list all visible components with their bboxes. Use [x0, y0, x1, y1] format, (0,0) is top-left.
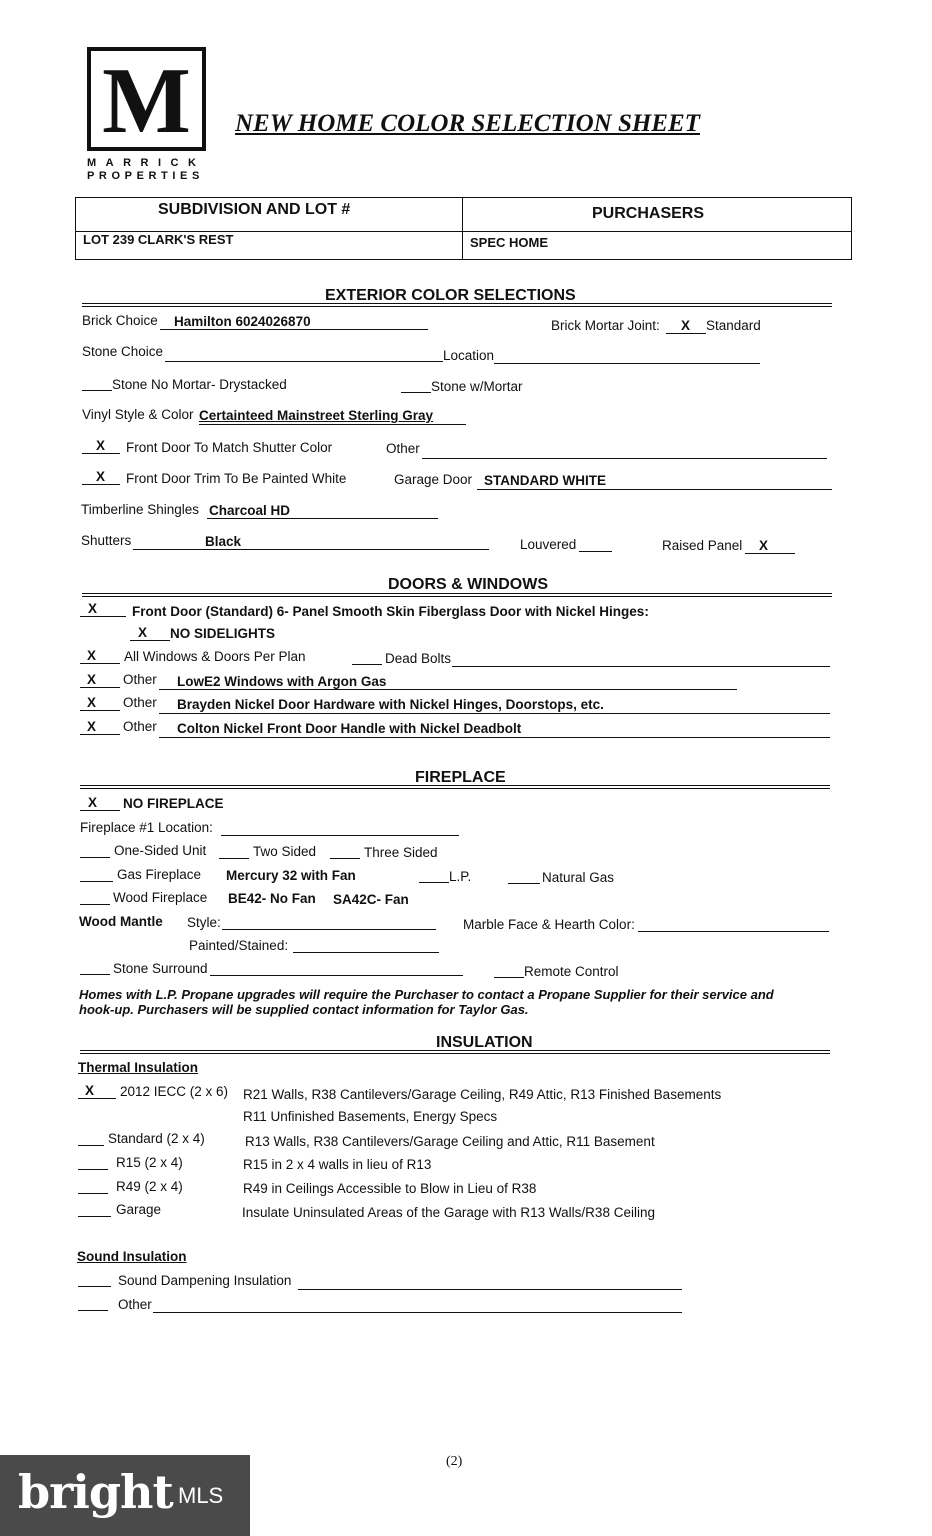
vinyl-label: Vinyl Style & Color [82, 407, 194, 422]
louvered-label: Louvered [520, 537, 577, 552]
two-sided-label: Two Sided [253, 844, 317, 859]
windows-mark: X [87, 648, 97, 663]
r15-label: R15 (2 x 4) [116, 1155, 183, 1170]
sound-other-label: Other [118, 1297, 152, 1312]
iecc-desc-line2: R11 Unfinished Basements, Energy Specs [243, 1109, 498, 1124]
sidelights-text: NO SIDELIGHTS [170, 626, 276, 641]
garage-door-label: Garage Door [394, 472, 473, 487]
r15-desc: R15 in 2 x 4 walls in lieu of R13 [243, 1157, 432, 1172]
sidelights-mark: X [138, 625, 148, 640]
fireplace-heading: FIREPLACE [415, 769, 506, 786]
stone-location-label: Location [443, 348, 495, 363]
doors-other3-mark: X [87, 719, 97, 734]
raised-panel-mark: X [759, 538, 769, 553]
purchaser-value: SPEC HOME [470, 235, 549, 250]
natural-gas-label: Natural Gas [542, 870, 615, 885]
fireplace-location-label: Fireplace #1 Location: [80, 820, 213, 835]
watermark-brand: bright [18, 1465, 173, 1519]
doors-other1-mark: X [87, 672, 97, 687]
stone-no-mortar-label: Stone No Mortar- Drystacked [112, 377, 287, 392]
front-door-standard-mark: X [88, 601, 98, 616]
doors-other2-mark: X [87, 695, 97, 710]
doors-other3-label: Other [123, 719, 157, 734]
wood-fireplace-label: Wood Fireplace [113, 890, 208, 905]
stone-surround-label: Stone Surround [113, 961, 208, 976]
doors-other1-label: Other [123, 672, 157, 687]
r49-desc: R49 in Ceilings Accessible to Blow in Lieu of R38 [243, 1181, 537, 1196]
doors-other3-value: Colton Nickel Front Door Handle with Nickel Deadbolt [177, 721, 522, 736]
logo-letter: M [102, 49, 191, 153]
iecc-label: 2012 IECC (2 x 6) [120, 1084, 229, 1099]
shingles-value: Charcoal HD [209, 503, 291, 518]
mantle-style-label: Style: [187, 915, 221, 930]
one-sided-label: One-Sided Unit [114, 843, 207, 858]
marble-face-label: Marble Face & Hearth Color: [463, 917, 635, 932]
stone-choice-label: Stone Choice [82, 344, 164, 359]
purchasers-label: PURCHASERS [592, 205, 705, 222]
brick-choice-label: Brick Choice [82, 313, 158, 328]
front-door-shutter-label: Front Door To Match Shutter Color [126, 440, 333, 455]
shutters-label: Shutters [81, 533, 132, 548]
propane-note-line2: hook-up. Purchasers will be supplied contact information for Taylor Gas. [79, 1002, 529, 1017]
lot-value: LOT 239 CLARK'S REST [83, 232, 234, 247]
wood-fireplace-model2: SA42C- Fan [333, 892, 409, 907]
gas-fireplace-model: Mercury 32 with Fan [226, 868, 356, 883]
front-door-standard-text: Front Door (Standard) 6- Panel Smooth Skin Fiberglass Door with Nickel Hinges: [132, 604, 649, 619]
brick-mortar-value: Standard [706, 318, 761, 333]
iecc-desc-line1: R21 Walls, R38 Cantilevers/Garage Ceiling, R49 Attic, R13 Finished Basements [243, 1087, 722, 1102]
r49-label: R49 (2 x 4) [116, 1179, 183, 1194]
gas-fireplace-label: Gas Fireplace [117, 867, 202, 882]
standard-insulation-desc: R13 Walls, R38 Cantilevers/Garage Ceiling and Attic, R11 Basement [245, 1134, 655, 1149]
front-trim-mark: X [96, 469, 106, 484]
painted-stained-label: Painted/Stained: [189, 938, 289, 953]
standard-insulation-label: Standard (2 x 4) [108, 1131, 205, 1146]
logo-company-line1: MARRICK [87, 157, 206, 169]
shingles-label: Timberline Shingles [81, 502, 200, 517]
front-door-shutter-mark: X [96, 438, 106, 453]
wood-mantle-label: Wood Mantle [79, 914, 163, 929]
insulation-heading: INSULATION [436, 1034, 533, 1051]
dead-bolts-label: Dead Bolts [385, 651, 452, 666]
exterior-other-label: Other [386, 441, 420, 456]
page-number: (2) [446, 1454, 463, 1469]
brick-choice-value: Hamilton 6024026870 [174, 314, 311, 329]
front-trim-label: Front Door Trim To Be Painted White [126, 471, 347, 486]
doors-other1-value: LowE2 Windows with Argon Gas [177, 674, 387, 689]
subdivision-label: SUBDIVISION AND LOT # [158, 201, 351, 218]
page-title: NEW HOME COLOR SELECTION SHEET [235, 110, 700, 137]
wood-fireplace-model1: BE42- No Fan [228, 891, 316, 906]
logo-company-line2: PROPERTIES [87, 170, 204, 182]
shutters-value: Black [205, 534, 242, 549]
doors-other2-value: Brayden Nickel Door Hardware with Nickel Hinges, Doorstops, etc. [177, 697, 604, 712]
stone-w-mortar-label: Stone w/Mortar [431, 379, 523, 394]
no-fireplace-text: NO FIREPLACE [123, 796, 224, 811]
sound-insulation-heading: Sound Insulation [77, 1249, 187, 1264]
windows-text: All Windows & Doors Per Plan [124, 649, 306, 664]
garage-insulation-label: Garage [116, 1202, 162, 1217]
brick-mortar-label: Brick Mortar Joint: [551, 318, 660, 333]
brightmls-watermark [0, 1455, 250, 1536]
exterior-heading: EXTERIOR COLOR SELECTIONS [325, 287, 576, 304]
raised-panel-label: Raised Panel [662, 538, 743, 553]
thermal-insulation-heading: Thermal Insulation [78, 1060, 199, 1075]
propane-note-line1: Homes with L.P. Propane upgrades will require the Purchaser to contact a Propane Supplier for their service and [79, 987, 774, 1002]
lp-label: L.P. [449, 869, 472, 884]
iecc-mark: X [85, 1083, 95, 1098]
doors-heading: DOORS & WINDOWS [388, 576, 548, 593]
brick-mortar-mark: X [681, 318, 691, 333]
doors-other2-label: Other [123, 695, 157, 710]
no-fireplace-mark: X [88, 795, 98, 810]
garage-door-value: STANDARD WHITE [484, 473, 606, 488]
garage-insulation-desc: Insulate Uninsulated Areas of the Garage with R13 Walls/R38 Ceiling [242, 1205, 655, 1220]
remote-control-label: Remote Control [524, 964, 619, 979]
vinyl-value: Certainteed Mainstreet Sterling Gray [199, 408, 434, 423]
sound-dampening-label: Sound Dampening Insulation [118, 1273, 292, 1288]
watermark-suffix: MLS [178, 1483, 224, 1508]
three-sided-label: Three Sided [364, 845, 438, 860]
company-logo [87, 47, 206, 151]
